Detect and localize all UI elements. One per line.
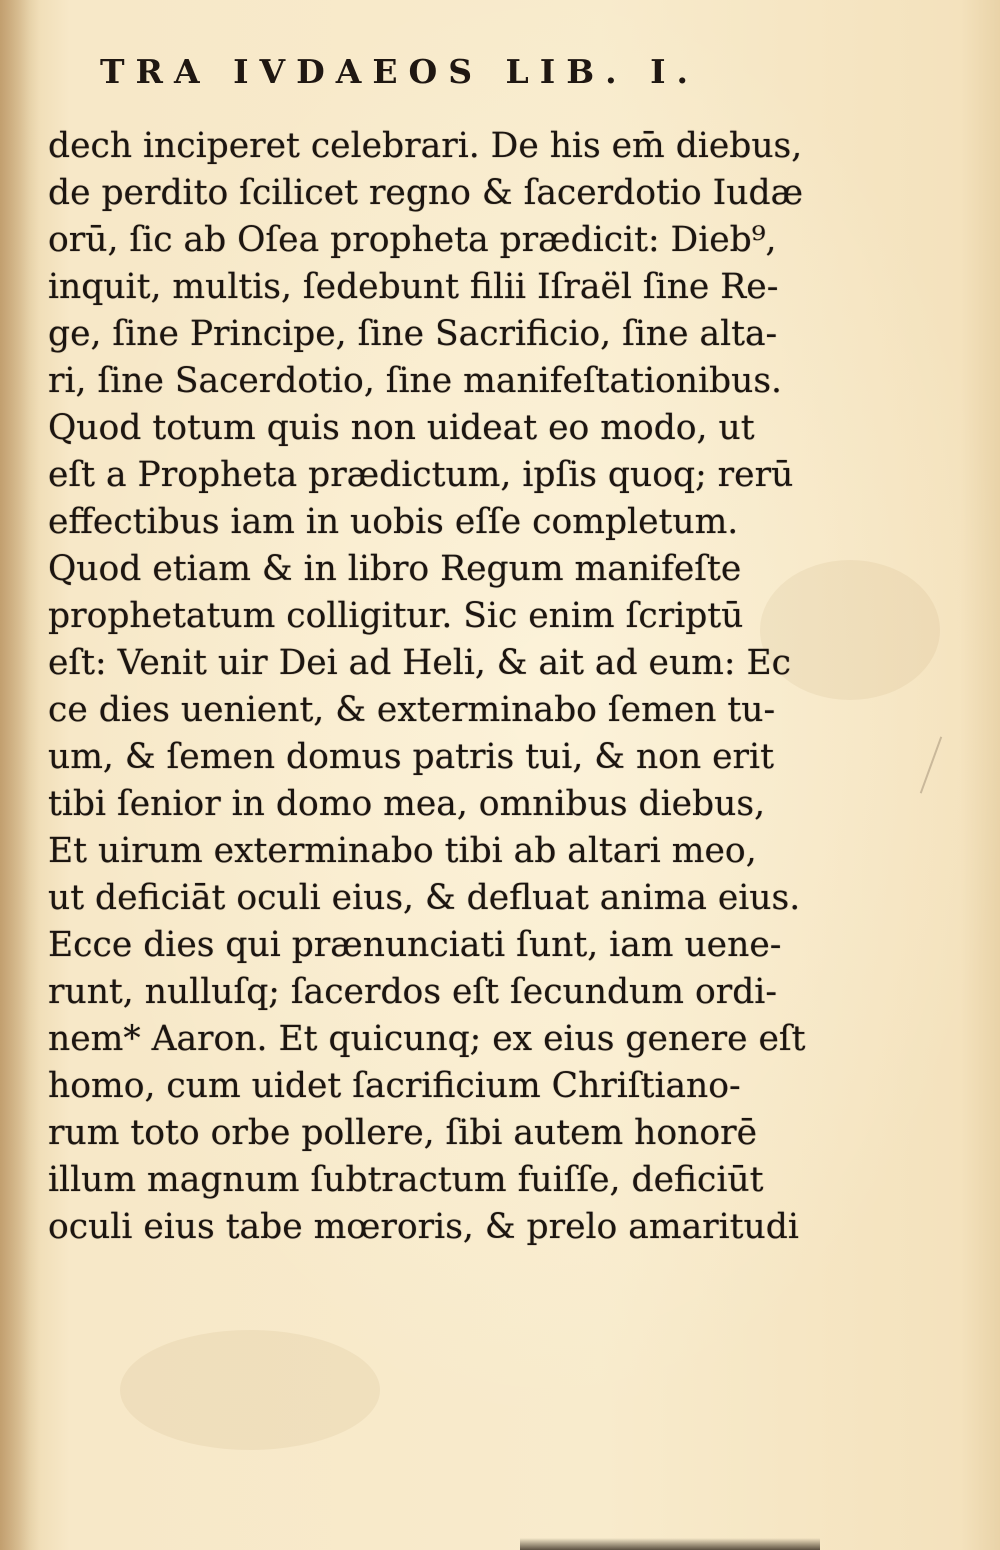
text-line: oculi eius tabe mœroris, & prelo amaritudi: [48, 1207, 799, 1247]
text-line: effectibus iam in uobis eſſe completum.: [48, 502, 739, 542]
text-line: Quod totum quis non uideat eo modo, ut: [48, 408, 755, 448]
text-line: Ecce dies qui prænunciati ſunt, iam uene-: [48, 925, 782, 965]
text-line: ce dies uenient, & exterminabo ſemen tu-: [48, 690, 776, 730]
text-line: ri, ſine Sacerdotio, ſine manifeſtationibus.: [48, 361, 782, 401]
text-line: rum toto orbe pollere, ſibi autem honorē: [48, 1113, 758, 1153]
text-line: homo, cum uidet ſacrificium Chriſtiano-: [48, 1066, 741, 1106]
text-line: nem* Aaron. Et quicunq; ex eius genere eſt: [48, 1019, 806, 1059]
text-line: inquit, multis, ſedebunt filii Iſraël ſine Re-: [48, 267, 779, 307]
paper-stain: [120, 1330, 380, 1450]
text-line: runt, nulluſq; ſacerdos eſt ſecundum ordi-: [48, 972, 777, 1012]
text-line: prophetatum colligitur. Sic enim ſcriptū: [48, 596, 744, 636]
text-line: eſt a Propheta prædictum, ipſis quoq; rerū: [48, 455, 794, 495]
text-line: um, & ſemen domus patris tui, & non erit: [48, 737, 774, 777]
text-line: orū, ſic ab Oſea propheta prædicit: Dieb⁹,: [48, 220, 777, 260]
body-text: [48, 123, 808, 1323]
text-line: Et uirum exterminabo tibi ab altari meo,: [48, 831, 757, 871]
text-line: eſt: Venit uir Dei ad Heli, & ait ad eum: Ec: [48, 643, 791, 683]
margin-mark: [920, 736, 942, 793]
gutter-shadow: [0, 0, 40, 1550]
text-line: dech inciperet celebrari. De his em̄ diebus,: [48, 126, 803, 166]
text-line: tibi ſenior in domo mea, omnibus diebus,: [48, 784, 766, 824]
text-line: ge, ſine Principe, ſine Sacrificio, ſine alta-: [48, 314, 778, 354]
page-edge-shadow: [520, 1538, 820, 1550]
text-line: illum magnum ſubtractum fuiſſe, deficiūt: [48, 1160, 764, 1200]
text-line: Quod etiam & in libro Regum manifeſte: [48, 549, 742, 589]
text-line: de perdito ſcilicet regno & ſacerdotio Iudæ: [48, 173, 803, 213]
text-line: ut deficiāt oculi eius, & defluat anima eius.: [48, 878, 801, 918]
running-head: TRA IVDAEOS LIB. I.: [100, 52, 699, 91]
